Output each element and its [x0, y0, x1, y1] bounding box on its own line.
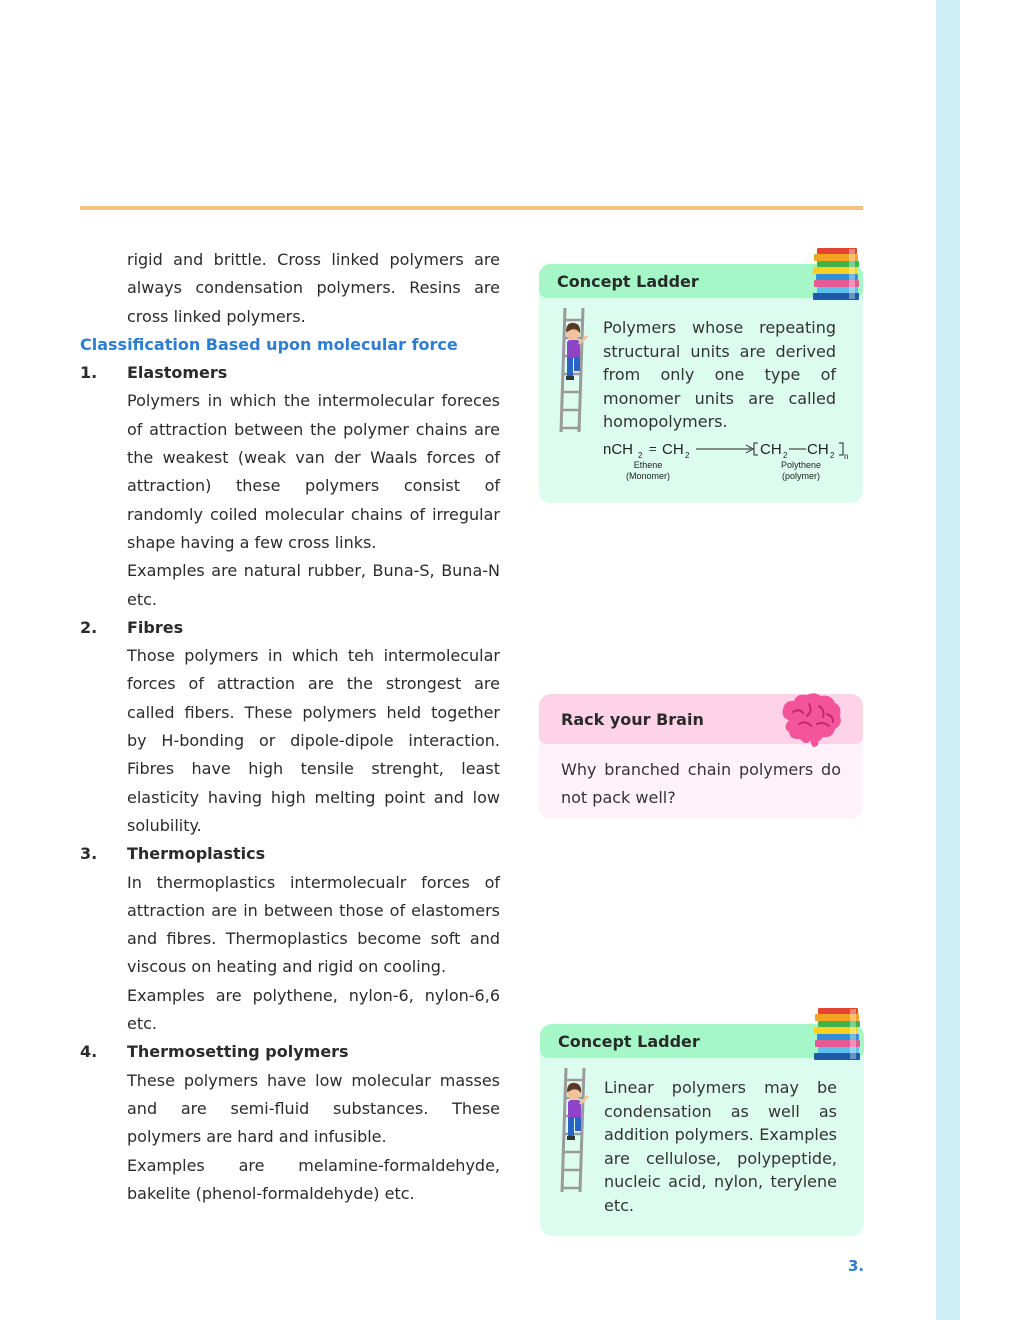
rack-your-brain-question: Why branched chain polymers do not pack well? [561, 760, 841, 807]
list-item-thermosetting [80, 1038, 500, 1208]
books-icon [812, 1008, 862, 1060]
side-strip [936, 0, 960, 1320]
item-paragraph: Polymers in which the intermolecular foreces of attraction between the polymer chains are the weakest (weak van der Waals forces of attraction) these polymers consist of randomly coiled molecular chains of irregular shape having a few cross links. [127, 391, 500, 552]
eq-product-b: CH [807, 441, 829, 458]
header-rule [80, 206, 863, 210]
concept-ladder-text: Polymers whose repeating structural units are derived from only one type of monomer units are called homopolymers. [603, 318, 836, 432]
item-number: 4. [80, 1042, 98, 1062]
concept-ladder-text: Linear polymers may be condensation as well as addition polymers. Examples are cellulose, polypeptide, nucleic acid, nylon, terylene etc. [604, 1078, 837, 1215]
ladder-girl-icon [557, 308, 597, 432]
eq-product-a-sub: 2 [783, 451, 788, 460]
item-paragraph: Those polymers in which teh intermolecular forces of attraction are the strongest are called fibers. These polymers held together by H-bonding or dipole-dipole interaction. Fibres have high tensile strenght, least elasticity having high melting point and low solubility. [127, 646, 500, 835]
eq-product-a: CH [760, 441, 782, 458]
eq-label-polythene: Polythene [780, 460, 822, 470]
item-paragraph: In thermoplastics intermolecualr forces of attraction are in between those of elastomers and fibres. Thermoplastics become soft and viscous on heating and rigid on cooling. [127, 872, 500, 977]
eq-label-monomer: (Monomer) [625, 471, 671, 481]
item-number: 3. [80, 844, 98, 864]
eq-n: n [844, 452, 849, 461]
ladder-girl-icon [558, 1068, 598, 1192]
item-examples: Examples are polythene, nylon-6, nylon-6,6 etc. [127, 985, 500, 1034]
polymerization-equation [603, 438, 859, 486]
rack-your-brain-title: Rack your Brain [561, 710, 704, 729]
brain-icon [779, 692, 843, 748]
item-title: Thermoplastics [127, 844, 266, 864]
list-item-elastomers [80, 359, 500, 614]
item-examples: Examples are melamine-formaldehyde, bakelite (phenol-formaldehyde) etc. [127, 1155, 500, 1203]
item-examples: Examples are natural rubber, Buna-S, Buna-N etc. [127, 561, 500, 609]
eq-label-polymer: (polymer) [781, 471, 821, 481]
eq-label-ethene: Ethene [633, 460, 663, 470]
list-item-thermoplastics [80, 840, 500, 1038]
eq-reactant2-sub: 2 [685, 451, 690, 460]
eq-product-b-sub: 2 [830, 451, 835, 460]
eq-reactant2: CH [662, 441, 684, 458]
eq-double-bond: = [649, 441, 657, 456]
item-title: Fibres [127, 617, 184, 637]
item-number: 2. [80, 617, 98, 637]
item-paragraph: These polymers have low molecular masses and are semi-fluid substances. These polymers are hard and infusible. [127, 1070, 500, 1147]
rack-your-brain-box [539, 694, 863, 819]
intro-paragraph: rigid and brittle. Cross linked polymers are always condensation polymers. Resins are cross linked polymers. [127, 250, 500, 326]
item-title: Elastomers [127, 363, 228, 383]
eq-reactant-sub: 2 [638, 451, 643, 460]
concept-ladder-title: Concept Ladder [558, 1032, 700, 1051]
main-text-column [80, 246, 500, 1208]
page-number: 3. [848, 1257, 865, 1275]
list-item-fibres [80, 614, 500, 840]
books-icon [811, 248, 861, 300]
eq-reactant: nCH [603, 441, 634, 458]
concept-ladder-box-1 [539, 264, 863, 503]
rack-your-brain-header [539, 694, 863, 744]
concept-ladder-title: Concept Ladder [557, 272, 699, 291]
item-title: Thermosetting polymers [127, 1042, 349, 1062]
item-number: 1. [80, 363, 98, 383]
concept-ladder-box-2 [540, 1024, 864, 1236]
section-heading: Classification Based upon molecular force [80, 334, 458, 354]
